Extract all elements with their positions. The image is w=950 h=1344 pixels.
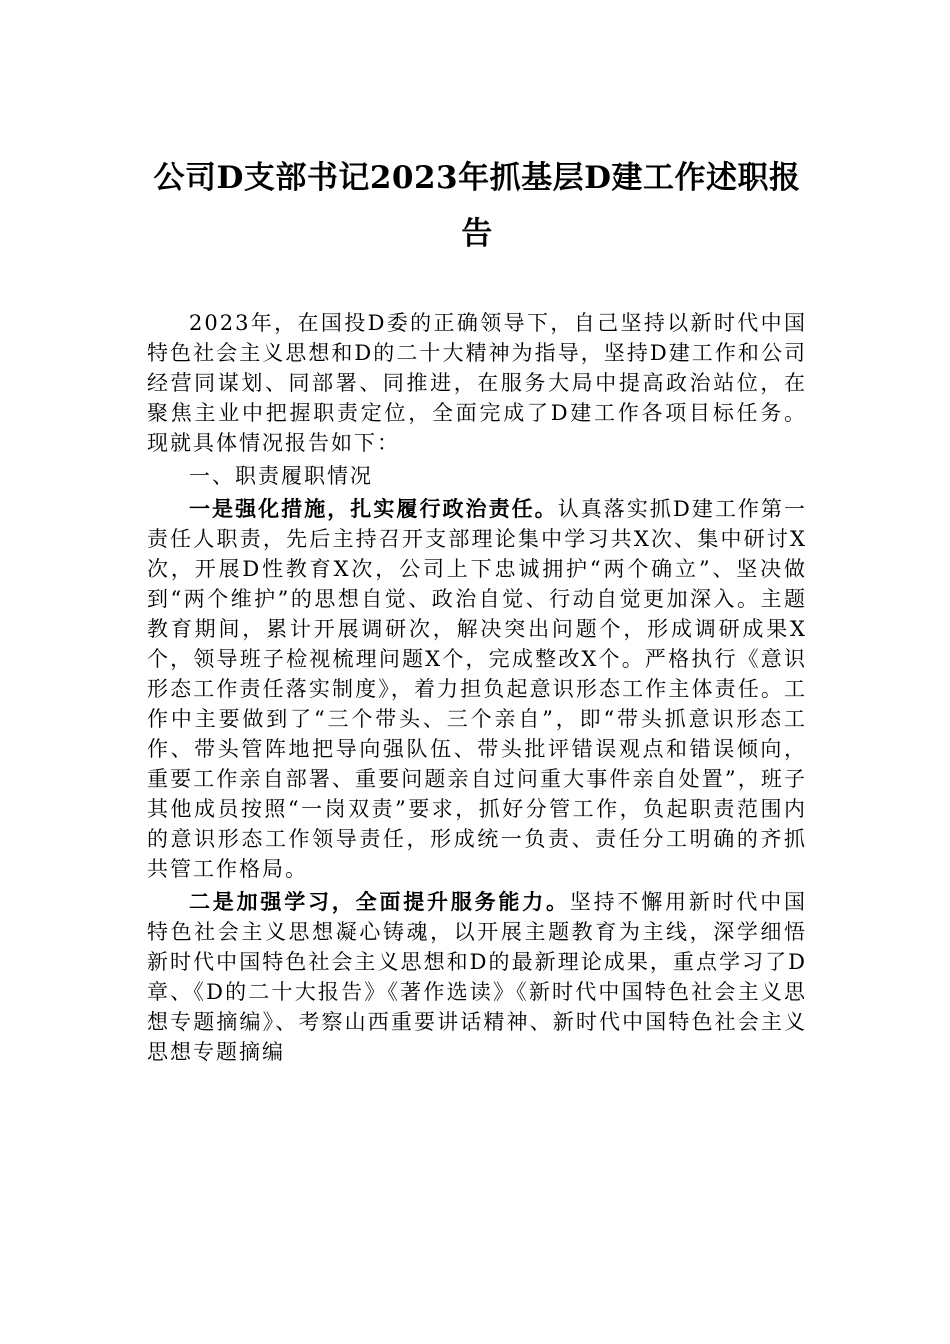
intro-paragraph: 2023年，在国投D委的正确领导下，自己坚持以新时代中国特色社会主义思想和D的二十大精神为指导，坚持D建工作和公司经营同谋划、同部署、同推进，在服务大局中提高政治站位，在聚焦主业中把握职责定位，全面完成了D建工作各项目标任务。现就具体情况报告如下： bbox=[147, 311, 807, 455]
document-title: 公司D支部书记2023年抓基层D建工作述职报告 bbox=[153, 160, 801, 252]
section-heading: 一、职责履职情况 bbox=[189, 464, 373, 488]
document-body bbox=[147, 308, 807, 1067]
point-one-lead: 一是强化措施，扎实履行政治责任。 bbox=[189, 496, 558, 521]
point-one-text: 认真落实抓D建工作第一责任人职责，先后主持召开支部理论集中学习共X次、集中研讨X次，开展D性教育X次，公司上下忠诚拥护“两个确立”、坚决做到“两个维护”的思想自觉、政治自觉、行动自觉更加深入。主题教育期间，累计开展调研次，解决突出问题个，形成调研成果X个，领导班子检视梳理问题X个，完成整改X个。严格执行《意识形态工作责任落实制度》，着力担负起意识形态工作主体责任。工作中主要做到了“三个带头、三个亲自”，即“带头抓意识形态工作、带头管阵地把导向强队伍、带头批评错误观点和错误倾向，重要工作亲自部署、重要问题亲自过问重大事件亲自处置”，班子其他成员按照“一岗双责”要求，抓好分管工作，负起职责范围内的意识形态工作领导责任，形成统一负责、责任分工明确的齐抓共管工作格局。 bbox=[147, 497, 807, 881]
point-one-paragraph bbox=[147, 494, 807, 884]
point-two-lead: 二是加强学习，全面提升服务能力。 bbox=[189, 889, 570, 914]
point-two-text: 坚持不懈用新时代中国特色社会主义思想凝心铸魂，以开展主题教育为主线，深学细悟新时代中国特色社会主义思想和D的最新理论成果，重点学习了D章、《D的二十大报告》《著作选读》《新时代中国特色社会主义思想专题摘编》、考察山西重要讲话精神、新时代中国特色社会主义思想专题摘编 bbox=[147, 890, 808, 1064]
document-page bbox=[147, 150, 807, 1070]
point-two-paragraph bbox=[147, 887, 807, 1067]
